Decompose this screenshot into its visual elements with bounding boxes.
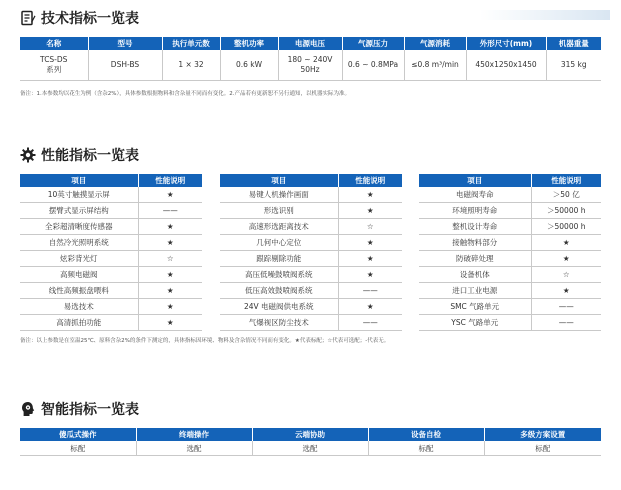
spec-header-air-pressure: 气源压力: [342, 37, 404, 50]
perf-item: 摆臂式显示屏结构: [20, 203, 138, 219]
table-row: [20, 441, 601, 456]
perf-desc: ★: [338, 267, 402, 283]
perf-item: 高清抓拍功能: [20, 315, 138, 331]
perf-item: 易键人机操作画面: [220, 187, 338, 203]
table-row: [419, 187, 601, 203]
perf-right-header-row: [419, 174, 601, 187]
spec-table: [20, 37, 601, 81]
spec-cell-model: DSH-BS: [88, 50, 162, 81]
perf-item: 自然冷光照明系统: [20, 235, 138, 251]
table-row: [220, 267, 402, 283]
perf-table-middle: [220, 174, 402, 331]
perf-left-header-desc: 性能说明: [138, 174, 202, 187]
table-row: [220, 219, 402, 235]
perf-desc: ＞50 亿: [531, 187, 601, 203]
perf-item: 炫彩背光灯: [20, 251, 138, 267]
table-row: [20, 187, 202, 203]
table-row: [20, 219, 202, 235]
perf-desc: ★: [531, 251, 601, 267]
perf-desc: ★: [138, 283, 202, 299]
table-row: [20, 50, 601, 81]
spec-cell-name: [20, 50, 88, 81]
perf-item: 几何中心定位: [220, 235, 338, 251]
perf-desc: ＞50000 h: [531, 219, 601, 235]
perf-desc: ★: [338, 187, 402, 203]
table-row: [220, 299, 402, 315]
table-row: [419, 299, 601, 315]
perf-item: 电磁阀寿命: [419, 187, 531, 203]
table-row: [20, 315, 202, 331]
table-row: [220, 203, 402, 219]
perf-item: 高频电磁阀: [20, 267, 138, 283]
spec-sheet-icon: [20, 10, 36, 26]
perf-right-header-desc: 性能说明: [531, 174, 601, 187]
spec-header-units: 执行单元数: [162, 37, 220, 50]
perf-item: SMC 气路单元: [419, 299, 531, 315]
perf-desc: ☆: [531, 267, 601, 283]
table-row: [419, 235, 601, 251]
smart-header-cloud-assist: 云端协助: [252, 428, 368, 441]
smart-value-simple-operation: 标配: [20, 441, 136, 456]
perf-item: 防破碎处理: [419, 251, 531, 267]
perf-desc: ★: [138, 267, 202, 283]
perf-desc: ★: [138, 299, 202, 315]
smart-header-row: [20, 428, 601, 441]
table-row: [419, 203, 601, 219]
perf-desc: ☆: [138, 251, 202, 267]
perf-item: 全彩超清晰度传感器: [20, 219, 138, 235]
perf-section-title: [20, 145, 139, 165]
smart-value-cloud-assist: 选配: [252, 441, 368, 456]
table-row: [20, 283, 202, 299]
smart-section-title: [20, 399, 139, 419]
spec-voltage-line2: 50Hz: [300, 65, 320, 74]
perf-item: 低压高效鼓喷阀系统: [220, 283, 338, 299]
spec-cell-weight: 315 kg: [546, 50, 601, 81]
perf-desc: ＞50000 h: [531, 203, 601, 219]
perf-desc: ——: [338, 315, 402, 331]
smart-header-terminal-operation: 终端操作: [136, 428, 252, 441]
perf-item: 线性高频振盘喂料: [20, 283, 138, 299]
perf-right-header-item: 项目: [419, 174, 531, 187]
perf-desc: ★: [338, 235, 402, 251]
spec-cell-power: 0.6 kW: [220, 50, 278, 81]
spec-header-voltage: 电源电压: [278, 37, 342, 50]
table-row: [220, 283, 402, 299]
spec-cell-voltage: [278, 50, 342, 81]
perf-item: 设备机体: [419, 267, 531, 283]
table-row: [419, 315, 601, 331]
perf-table-left: [20, 174, 202, 331]
perf-middle-header-row: [220, 174, 402, 187]
spec-cell-units: 1 × 32: [162, 50, 220, 81]
table-row: [20, 251, 202, 267]
spec-header-air-consumption: 气源消耗: [404, 37, 466, 50]
perf-left-header-row: [20, 174, 202, 187]
spec-header-name: 名称: [20, 37, 88, 50]
perf-item: 气爆视区防尘技术: [220, 315, 338, 331]
table-row: [419, 283, 601, 299]
smart-value-terminal-operation: 选配: [136, 441, 252, 456]
perf-item: 跟踪剔除功能: [220, 251, 338, 267]
perf-item: YSC 气路单元: [419, 315, 531, 331]
table-row: [419, 219, 601, 235]
spec-cell-air-consumption: ≤0.8 m³/min: [404, 50, 466, 81]
brain-head-icon: [20, 401, 36, 417]
spec-voltage-line1: 180 ~ 240V: [287, 55, 333, 64]
spec-header-dimensions: 外形尺寸(mm): [466, 37, 546, 50]
table-row: [20, 267, 202, 283]
perf-title-text: 性能指标一览表: [41, 148, 139, 164]
perf-note: 备注：以上参数是在室温25℃、原料含杂2%的条件下测定的，具体指标因环境、物料及含杂情况不同而有变化。★代表标配；☆代表可选配；-代表无。: [20, 338, 390, 344]
perf-item: 形选识别: [220, 203, 338, 219]
table-row: [220, 251, 402, 267]
perf-desc: ★: [531, 235, 601, 251]
perf-desc: ★: [138, 187, 202, 203]
spec-header-weight: 机器重量: [546, 37, 601, 50]
spec-name-line1: TCS-DS: [40, 55, 68, 64]
header-accent-bar: [480, 10, 610, 20]
perf-desc: ★: [138, 235, 202, 251]
table-row: [20, 235, 202, 251]
perf-item: 高速形选距离技术: [220, 219, 338, 235]
tech-title-text: 技术指标一览表: [41, 11, 139, 27]
smart-table: [20, 428, 601, 456]
perf-desc: ★: [531, 283, 601, 299]
spec-header-model: 型号: [88, 37, 162, 50]
perf-desc: ——: [531, 315, 601, 331]
perf-desc: ★: [138, 219, 202, 235]
perf-desc: ★: [338, 251, 402, 267]
tech-section-title: [20, 8, 139, 28]
perf-item: 整机设计寿命: [419, 219, 531, 235]
perf-desc: ——: [338, 283, 402, 299]
table-row: [20, 203, 202, 219]
smart-header-self-check: 设备自检: [368, 428, 484, 441]
spec-cell-dimensions: 450x1250x1450: [466, 50, 546, 81]
smart-title-text: 智能指标一览表: [41, 402, 139, 418]
perf-middle-header-item: 项目: [220, 174, 338, 187]
table-row: [419, 251, 601, 267]
spec-name-line2: 系列: [46, 65, 62, 74]
perf-item: 进口工业电源: [419, 283, 531, 299]
perf-desc: ☆: [338, 219, 402, 235]
table-row: [419, 267, 601, 283]
perf-desc: ——: [138, 203, 202, 219]
perf-item: 环境照明寿命: [419, 203, 531, 219]
smart-value-self-check: 标配: [368, 441, 484, 456]
spec-note: 备注：1.本参数均以花生为例（含杂2%），具体参数根据物料和含杂量不同而有变化。2.产品若有更新恕不另行通知，以机器实际为准。: [20, 91, 350, 97]
table-row: [220, 235, 402, 251]
table-row: [220, 315, 402, 331]
table-row: [220, 187, 402, 203]
spec-header-power: 整机功率: [220, 37, 278, 50]
spec-header-row: [20, 37, 601, 50]
smart-value-multi-plan: 标配: [484, 441, 601, 456]
smart-header-simple-operation: 傻瓜式操作: [20, 428, 136, 441]
perf-desc: ★: [138, 315, 202, 331]
table-row: [20, 299, 202, 315]
smart-header-multi-plan: 多级方案设置: [484, 428, 601, 441]
perf-middle-header-desc: 性能说明: [338, 174, 402, 187]
perf-item: 易选技术: [20, 299, 138, 315]
perf-table-right: [419, 174, 601, 331]
gear-icon: [20, 147, 36, 163]
perf-left-header-item: 项目: [20, 174, 138, 187]
perf-desc: ★: [338, 203, 402, 219]
perf-desc: ——: [531, 299, 601, 315]
perf-desc: ★: [338, 299, 402, 315]
perf-item: 接触物料部分: [419, 235, 531, 251]
perf-item: 24V 电磁阀供电系统: [220, 299, 338, 315]
spec-cell-air-pressure: 0.6 ~ 0.8MPa: [342, 50, 404, 81]
perf-item: 10英寸触摸显示屏: [20, 187, 138, 203]
perf-item: 高压低噪鼓喷阀系统: [220, 267, 338, 283]
